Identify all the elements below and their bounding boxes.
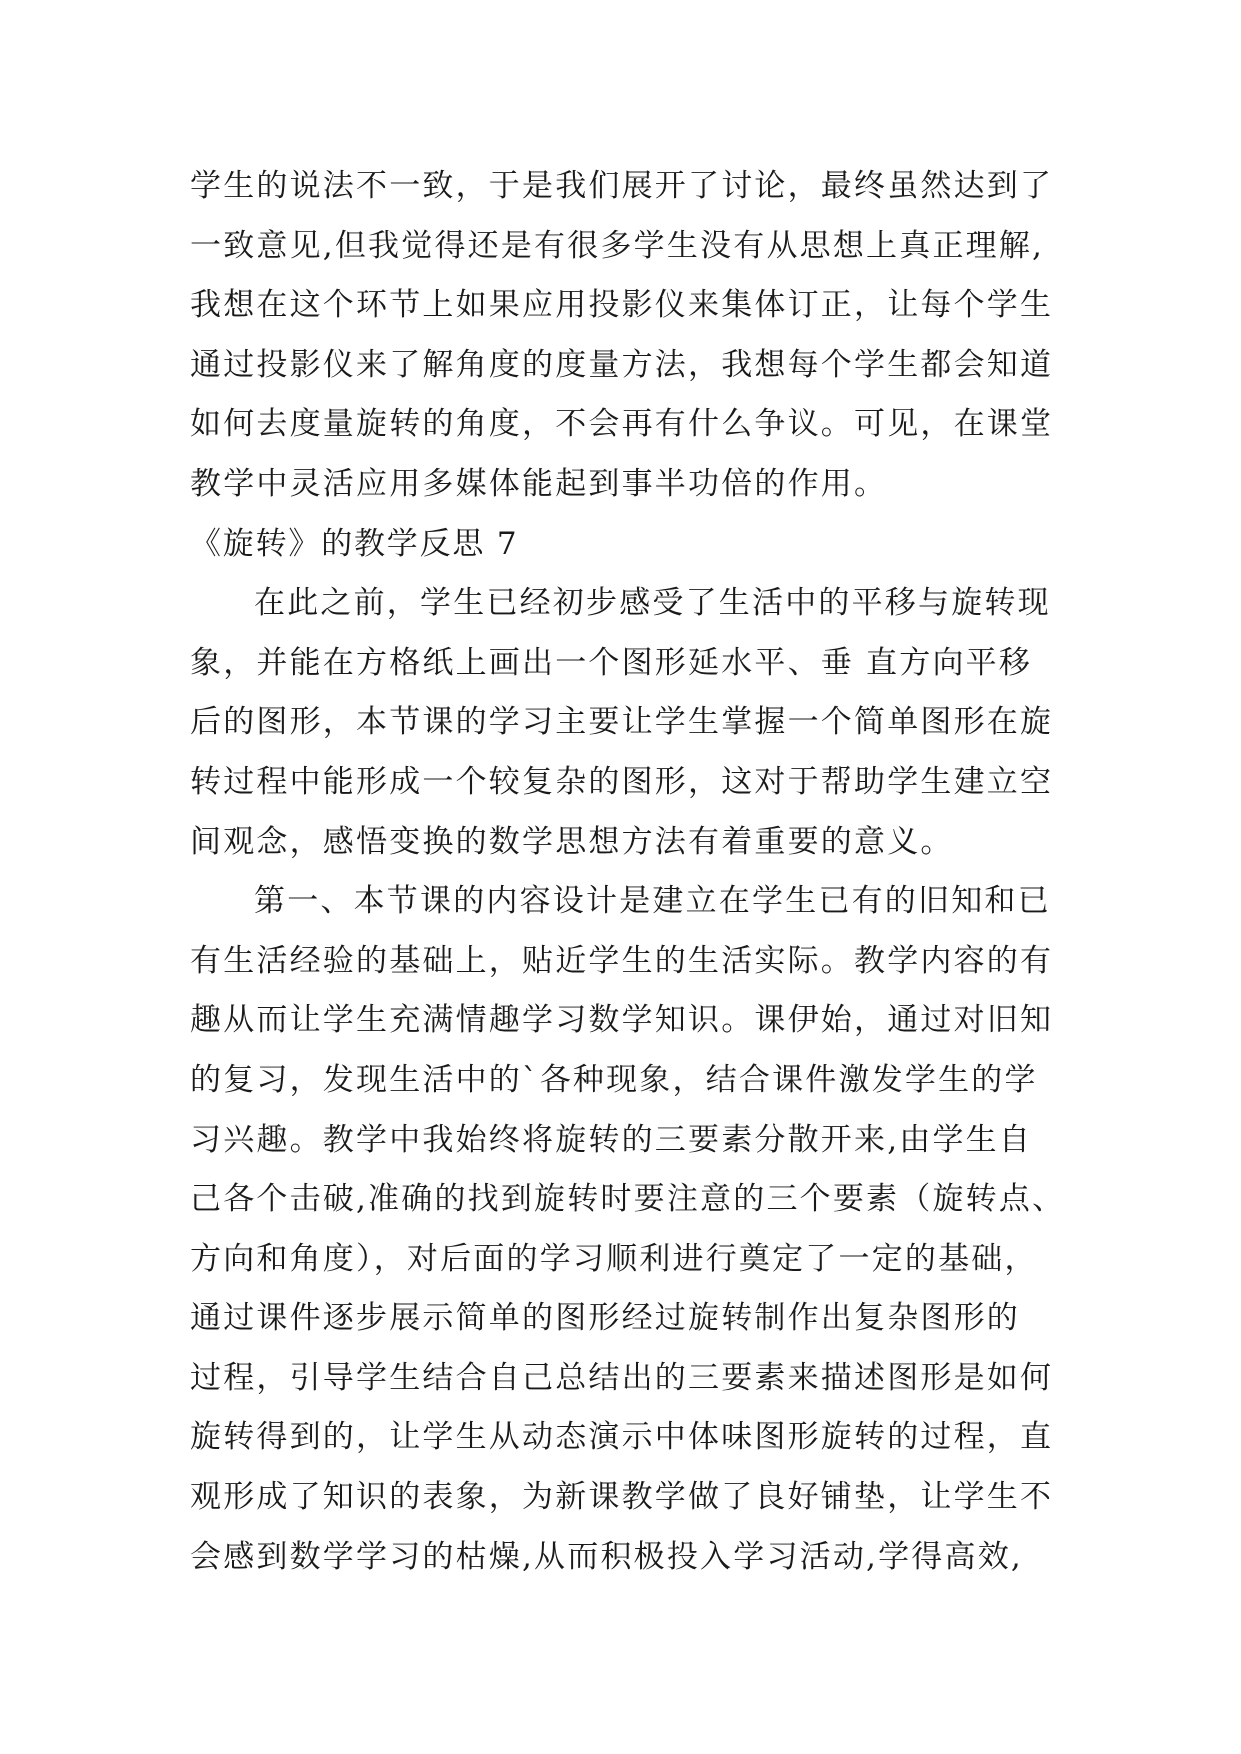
text-line: 教学中灵活应用多媒体能起到事半功倍的作用。	[190, 465, 888, 502]
text-line: 一致意见,但我觉得还是有很多学生没有从思想上真正理解,	[190, 227, 1045, 264]
text-line: 己各个击破,准确的找到旋转时要注意的三个要素（旋转点、	[190, 1181, 1066, 1218]
text-line: 会感到数学学习的枯燥,从而积极投入学习活动,学得高效,	[190, 1538, 1023, 1575]
text-line: 通过课件逐步展示简单的图形经过旋转制作出复杂图形的	[190, 1300, 1020, 1337]
text-line: 观形成了知识的表象，为新课教学做了良好铺垫，让学生不	[190, 1479, 1054, 1516]
text-line: 通过投影仪来了解角度的度量方法，我想每个学生都会知道	[190, 346, 1054, 383]
text-line: 学生的说法不一致，于是我们展开了讨论，最终虽然达到了	[190, 168, 1054, 204]
text-line: 后的图形，本节课的学习主要让学生掌握一个简单图形在旋	[190, 704, 1054, 741]
document-body	[190, 157, 1090, 1587]
text-line: 过程，引导学生结合自己总结出的三要素来描述图形是如何	[190, 1359, 1054, 1396]
paragraph-continued	[190, 157, 1090, 515]
text-line: 的复习，发现生活中的`各种现象，结合课件激发学生的学	[190, 1061, 1038, 1098]
text-line: 有生活经验的基础上，贴近学生的生活实际。教学内容的有	[190, 942, 1054, 979]
paragraph-first-point	[190, 872, 1090, 1587]
text-line: 习兴趣。教学中我始终将旋转的三要素分散开来,由学生自	[190, 1121, 1033, 1158]
text-line: 趣从而让学生充满情趣学习数学知识。课伊始，通过对旧知	[190, 1002, 1054, 1039]
paragraph-intro	[190, 574, 1090, 872]
text-line: 如何去度量旋转的角度，不会再有什么争议。可见，在课堂	[190, 406, 1054, 443]
text-line: 象，并能在方格纸上画出一个图形延水平、垂 直方向平移	[190, 644, 1033, 681]
text-line: 第一、本节课的内容设计是建立在学生已有的旧知和已	[254, 883, 1051, 920]
text-line: 旋转得到的，让学生从动态演示中体味图形旋转的过程，直	[190, 1419, 1054, 1456]
text-line: 我想在这个环节上如果应用投影仪来集体订正，让每个学生	[190, 287, 1054, 324]
section-heading: 《旋转》的教学反思 7	[190, 525, 519, 562]
text-line: 方向和角度），对后面的学习顺利进行奠定了一定的基础，	[190, 1240, 1038, 1277]
text-line: 在此之前，学生已经初步感受了生活中的平移与旋转现	[254, 585, 1051, 622]
text-line: 转过程中能形成一个较复杂的图形，这对于帮助学生建立空	[190, 763, 1054, 800]
text-line: 间观念，感悟变换的数学思想方法有着重要的意义。	[190, 823, 954, 860]
